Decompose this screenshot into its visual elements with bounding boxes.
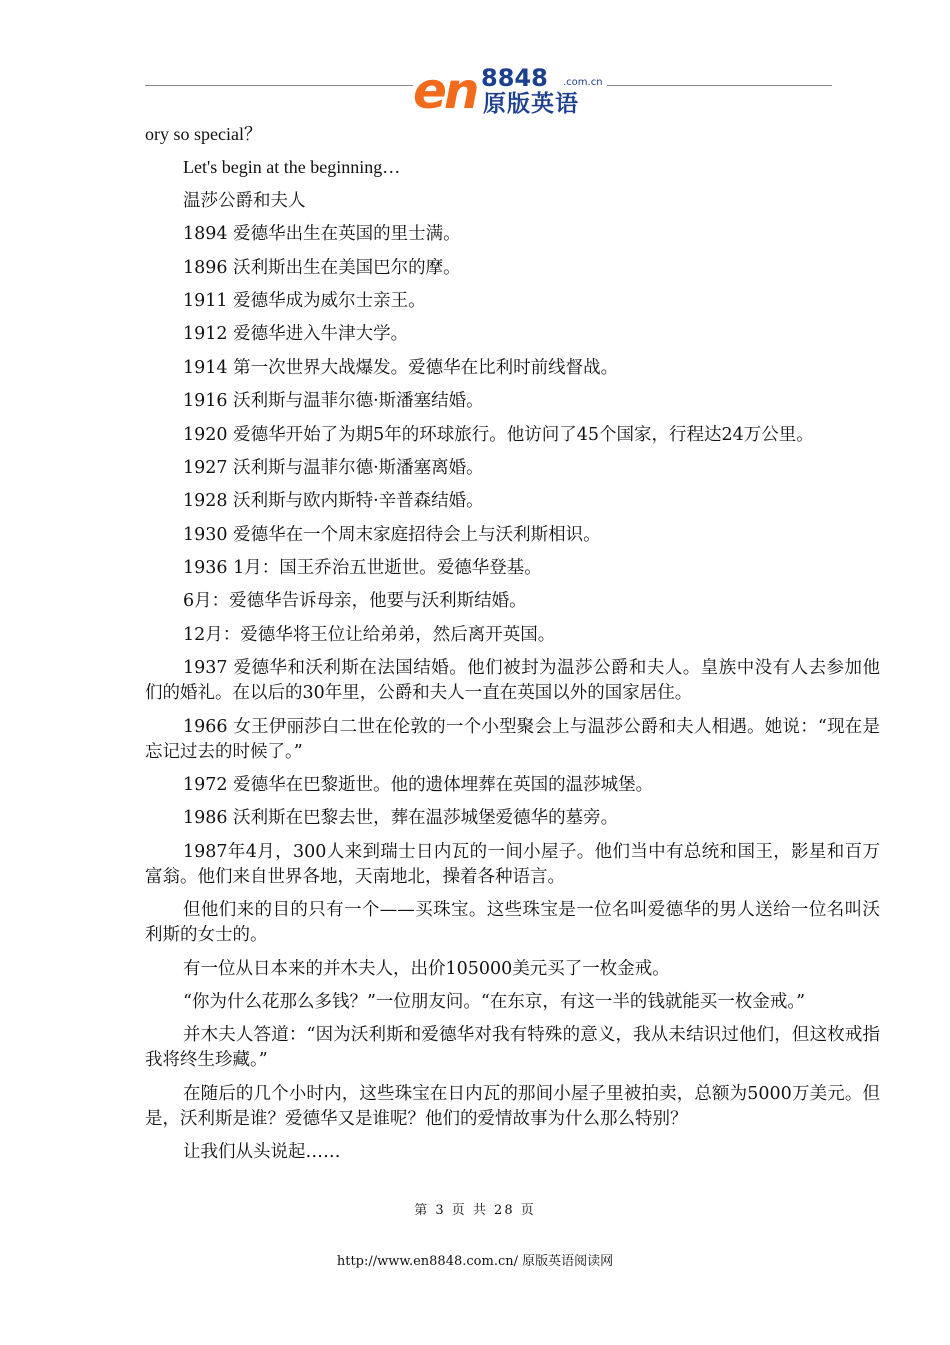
section-heading: 温莎公爵和夫人 bbox=[183, 190, 306, 211]
logo-chinese-name: 原版英语 bbox=[483, 91, 579, 117]
timeline-entry: 1927 沃利斯与温菲尔德·斯潘塞离婚。 bbox=[183, 457, 484, 478]
timeline-entry: 1928 沃利斯与欧内斯特·辛普森结婚。 bbox=[183, 491, 484, 512]
timeline-entry: 1937 爱德华和沃利斯在法国结婚。他们被封为温莎公爵和夫人。皇族中没有人去参加他们的婚礼。在以后的30年里，公爵和夫人一直在英国以外的国家居住。 bbox=[145, 658, 880, 704]
timeline-entry: 1916 沃利斯与温菲尔德·斯潘塞结婚。 bbox=[183, 391, 484, 412]
logo-en-mark: en bbox=[413, 62, 477, 120]
timeline-entry: 1936 1月：国王乔治五世逝世。爱德华登基。 bbox=[183, 558, 542, 579]
paragraph: 在随后的几个小时内，这些珠宝在日内瓦的那间小屋子里被拍卖，总额为5000万美元。但是，沃利斯是谁？爱德华又是谁呢？他们的爱情故事为什么那么特别？ bbox=[145, 1083, 880, 1129]
paragraph: 但他们来的目的只有一个——买珠宝。这些珠宝是一位名叫爱德华的男人送给一位名叫沃利斯的女士的。 bbox=[145, 900, 880, 946]
timeline-entry: 1896 沃利斯出生在美国巴尔的摩。 bbox=[183, 257, 461, 278]
document-body bbox=[145, 122, 880, 1174]
page-number: 第 3 页 共 28 页 bbox=[414, 1203, 536, 1218]
logo-domain: .com.cn bbox=[563, 77, 603, 88]
paragraph: ory so special？ bbox=[145, 124, 262, 144]
logo-number: 8848 bbox=[481, 64, 548, 92]
timeline-entry: 1912 爱德华进入牛津大学。 bbox=[183, 324, 409, 345]
paragraph: “你为什么花那么多钱？”一位朋友问。“在东京，有这一半的钱就能买一枚金戒。” bbox=[183, 991, 806, 1012]
paragraph: Let's begin at the beginning… bbox=[183, 157, 401, 178]
site-footer bbox=[0, 1250, 950, 1269]
paragraph: 有一位从日本来的并木夫人，出价105000美元买了一枚金戒。 bbox=[183, 958, 670, 979]
paragraph: 并木夫人答道：“因为沃利斯和爱德华对我有特殊的意义，我从未结识过他们，但这枚戒指我将终生珍藏。” bbox=[145, 1025, 880, 1071]
timeline-entry: 1894 爱德华出生在英国的里士满。 bbox=[183, 224, 461, 245]
timeline-entry: 1911 爱德华成为威尔士亲王。 bbox=[183, 290, 426, 311]
paragraph: 让我们从头说起…… bbox=[183, 1142, 341, 1163]
header-rule-right bbox=[607, 85, 832, 86]
header-rule-left bbox=[145, 85, 413, 86]
timeline-entry: 1972 爱德华在巴黎逝世。他的遗体埋葬在英国的温莎城堡。 bbox=[183, 775, 654, 796]
timeline-entry: 1920 爱德华开始了为期5年的环球旅行。他访问了45个国家，行程达24万公里。 bbox=[183, 424, 814, 445]
timeline-entry: 1914 第一次世界大战爆发。爱德华在比利时前线督战。 bbox=[183, 357, 619, 378]
timeline-entry: 12月：爱德华将王位让给弟弟，然后离开英国。 bbox=[183, 624, 556, 645]
site-logo[interactable] bbox=[413, 64, 607, 118]
timeline-entry: 6月：爱德华告诉母亲，他要与沃利斯结婚。 bbox=[183, 591, 527, 612]
timeline-entry: 1930 爱德华在一个周末家庭招待会上与沃利斯相识。 bbox=[183, 524, 601, 545]
paragraph: 1987年4月，300人来到瑞士日内瓦的一间小屋子。他们当中有总统和国王，影星和百万富翁。他们来自世界各地，天南地北，操着各种语言。 bbox=[145, 841, 880, 887]
site-name: 原版英语阅读网 bbox=[522, 1254, 614, 1269]
timeline-entry: 1986 沃利斯在巴黎去世，葬在温莎城堡爱德华的墓旁。 bbox=[183, 808, 619, 829]
site-url-link[interactable]: http://www.en8848.com.cn/ bbox=[336, 1254, 518, 1269]
timeline-entry: 1966 女王伊丽莎白二世在伦敦的一个小型聚会上与温莎公爵和夫人相遇。她说：“现在是忘记过去的时候了。” bbox=[145, 716, 880, 762]
